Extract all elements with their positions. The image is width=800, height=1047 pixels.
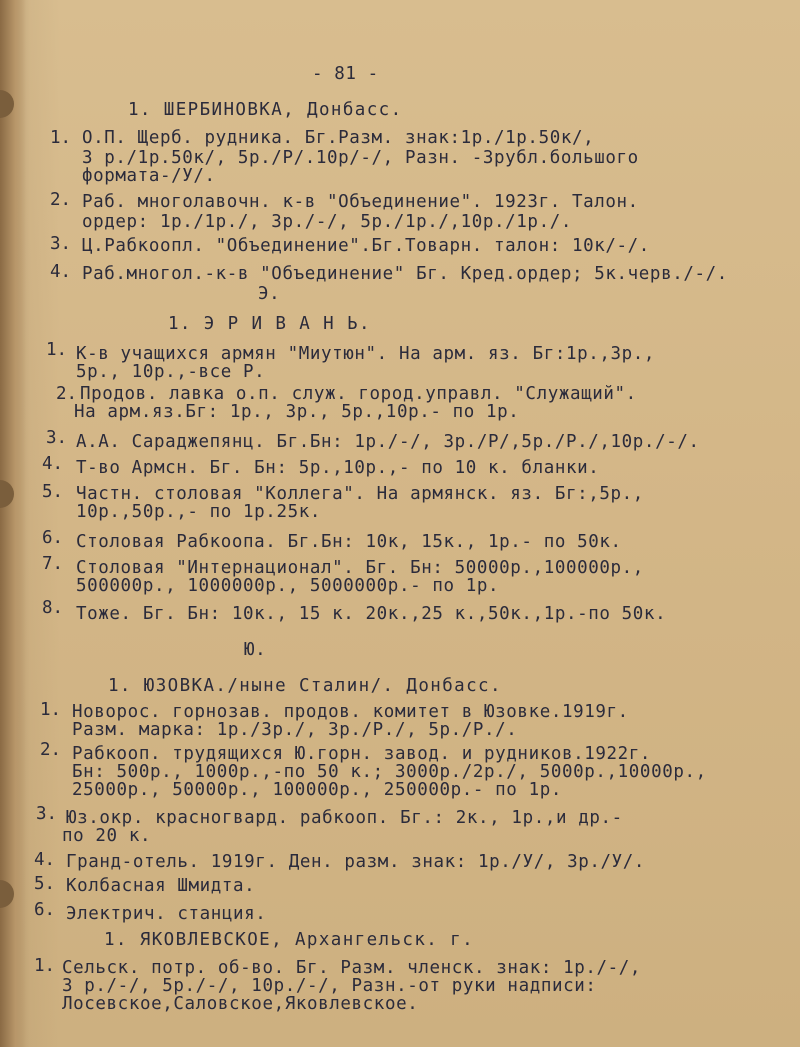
item-number: 5. bbox=[42, 482, 64, 502]
item-line: Ц.Рабкоопл. "Объединение".Бг.Товарн. талон: 10к/-/. bbox=[82, 236, 650, 256]
item-line: Колбасная Шмидта. bbox=[66, 876, 256, 896]
item-number: 5. bbox=[34, 874, 56, 894]
item-line: Продов. лавка о.п. служ. город.управл. "Служащий". bbox=[80, 384, 637, 404]
item-number: 1. bbox=[40, 700, 62, 720]
item-line: Столовая Рабкоопа. Бг.Бн: 10к, 15к., 1р.- по 50к. bbox=[76, 532, 622, 552]
item-line: Юз.окр. красногвард. рабкооп. Бг.: 2к., 1р.,и др.- bbox=[66, 808, 623, 828]
item-line: по 20 к. bbox=[62, 826, 152, 846]
page-binding-edge bbox=[0, 0, 26, 1047]
letter-heading-e: Э. bbox=[258, 284, 281, 304]
item-number: 4. bbox=[34, 850, 56, 870]
item-line: ордер: 1р./1р./, 3р./-/, 5р./1р./,10р./1р./. bbox=[82, 212, 572, 232]
item-line: 500000р., 1000000р., 5000000р.- по 1р. bbox=[76, 576, 500, 596]
item-line: Лосевское,Саловское,Яковлевское. bbox=[62, 994, 419, 1014]
item-line: Тоже. Бг. Бн: 10к., 15 к. 20к.,25 к.,50к.,1р.-по 50к. bbox=[76, 604, 667, 624]
item-line: Рабкооп. трудящихся Ю.горн. завод. и рудников.1922г. bbox=[72, 744, 652, 764]
item-line: Гранд-отель. 1919г. Ден. разм. знак: 1р./У/, 3р./У/. bbox=[66, 852, 646, 872]
item-number: 4. bbox=[42, 454, 64, 474]
section-title-sherbinovka: 1. ШЕРБИНОВКА, Донбасс. bbox=[128, 100, 403, 120]
item-line: 3 р./1р.50к/, 5р./Р/.10р/-/, Разн. -Зрубл.большого bbox=[82, 148, 639, 168]
item-number: 3. bbox=[36, 804, 58, 824]
section-title-erivan: 1. Э Р И В А Н Ь. bbox=[168, 314, 371, 334]
item-line: Новорос. горнозав. продов. комитет в Юзовке.1919г. bbox=[72, 702, 629, 722]
item-line: формата-/У/. bbox=[82, 166, 216, 186]
binding-hole bbox=[0, 880, 14, 908]
item-line: Раб. многолавочн. к-в "Объединение". 1923г. Талон. bbox=[82, 192, 639, 212]
item-number: 2. bbox=[56, 384, 78, 404]
item-line: 25000р., 50000р., 100000р., 250000р.- по 1р. bbox=[72, 780, 562, 800]
item-number: 7. bbox=[42, 554, 64, 574]
item-line: Столовая "Интернационал". Бг. Бн: 50000р.,100000р., bbox=[76, 558, 644, 578]
binding-hole bbox=[0, 480, 14, 508]
item-number: 1. bbox=[50, 128, 72, 148]
item-line: А.А. Сараджепянц. Бг.Бн: 1р./-/, 3р./Р/,5р./Р./,10р./-/. bbox=[76, 432, 700, 452]
item-line: Частн. столовая "Коллега". На армянск. яз. Бг:,5р., bbox=[76, 484, 644, 504]
item-number: 6. bbox=[42, 528, 64, 548]
item-line: Разм. марка: 1р./3р./, 3р./Р./, 5р./Р./. bbox=[72, 720, 518, 740]
item-number: 1. bbox=[34, 956, 56, 976]
item-line: Т-во Армсн. Бг. Бн: 5р.,10р.,- по 10 к. бланки. bbox=[76, 458, 600, 478]
item-number: 2. bbox=[50, 190, 72, 210]
item-line: К-в учащихся армян "Миутюн". На арм. яз. Бг:1р.,3р., bbox=[76, 344, 656, 364]
item-line: 3 р./-/, 5р./-/, 10р./-/, Разн.-от руки надписи: bbox=[62, 976, 597, 996]
section-title-yakovlevskoe: 1. ЯКОВЛЕВСКОЕ, Архангельск. г. bbox=[104, 930, 475, 950]
section-title-yuzovka: 1. ЮЗОВКА./ныне Сталин/. Донбасс. bbox=[108, 676, 502, 696]
item-number: 3. bbox=[50, 234, 72, 254]
item-number: 8. bbox=[42, 598, 64, 618]
item-line: Электрич. станция. bbox=[66, 904, 267, 924]
item-number: 1. bbox=[46, 340, 68, 360]
item-number: 6. bbox=[34, 900, 56, 920]
item-line: Сельск. потр. об-во. Бг. Разм. членск. знак: 1р./-/, bbox=[62, 958, 642, 978]
item-number: 3. bbox=[46, 428, 68, 448]
item-line: 5р., 10р.,-все Р. bbox=[76, 362, 266, 382]
item-number: 4. bbox=[50, 262, 72, 282]
item-line: 10р.,50р.,- по 1р.25к. bbox=[76, 502, 321, 522]
page-number: - 81 - bbox=[312, 64, 379, 84]
letter-heading-yu: Ю. bbox=[244, 640, 267, 660]
item-number: 2. bbox=[40, 740, 62, 760]
item-line: О.П. Щерб. рудника. Бг.Разм. знак:1р./1р.50к/, bbox=[82, 128, 595, 148]
item-line: Раб.многол.-к-в "Объединение" Бг. Кред.ордер; 5к.черв./-/. bbox=[82, 264, 728, 284]
binding-hole bbox=[0, 90, 14, 118]
item-line: Бн: 500р., 1000р.,-по 50 к.; 3000р./2р./, 5000р.,10000р., bbox=[72, 762, 707, 782]
item-line: На арм.яз.Бг: 1р., 3р., 5р.,10р.- по 1р. bbox=[74, 402, 520, 422]
